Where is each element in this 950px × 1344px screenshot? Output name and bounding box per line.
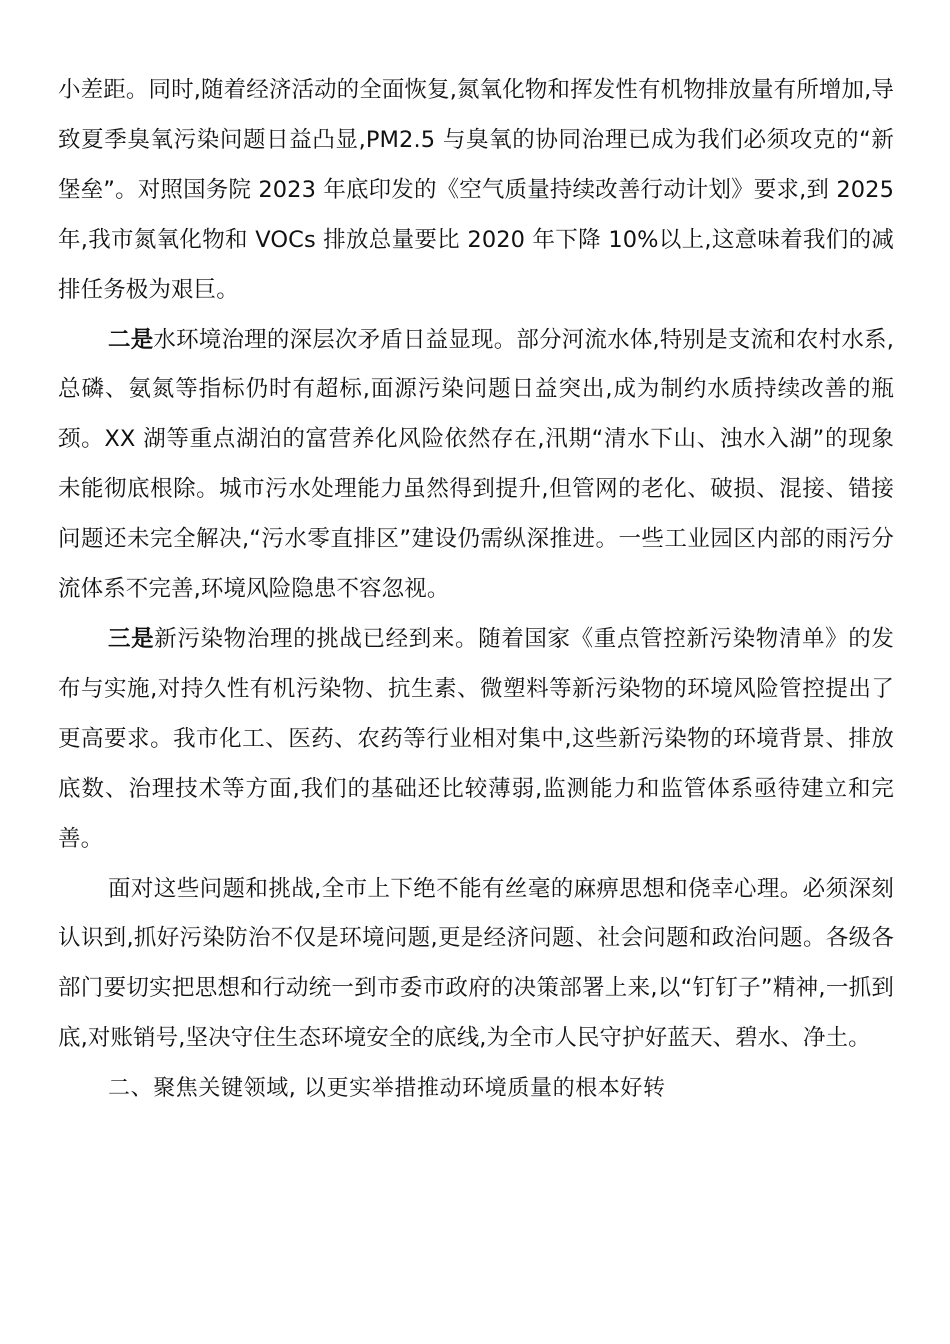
paragraph-lead: 三是 [108, 625, 155, 652]
section-heading [58, 1064, 894, 1114]
paragraph-water-environment [58, 316, 894, 615]
paragraph-text: 新污染物治理的挑战已经到来。随着国家《重点管控新污染物清单》的发布与实施,对持久性有机污染物、抗生素、微塑料等新污染物的环境风险管控提出了更高要求。我市化工、医药、农药等行业相对集中,这些新污染物的环境背景、排放底数、治理技术等方面,我们的基础还比较薄弱,监测能力和监管体系亟待建立和完善。 [58, 625, 895, 852]
paragraph-new-pollutants [58, 615, 894, 865]
paragraph-lead: 二是 [108, 326, 154, 353]
section-heading-text: 二、聚焦关键领域, 以更实举措推动环境质量的根本好转 [108, 1076, 666, 1102]
paragraph-text: 小差距。同时,随着经济活动的全面恢复,氮氧化物和挥发性有机物排放量有所增加,导致夏季臭氧污染问题日益凸显,PM2.5 与臭氧的协同治理已成为我们必须攻克的“新堡垒”。对照国务院 2023 年底印发的《空气质量持续改善行动计划》要求,到 2025 年,我市氮氧化物和 VOCs 排放总量要比 2020 年下降 10%以上,这意味着我们的减排任务极为艰巨。 [58, 77, 894, 303]
paragraph-air-pollution-continued [58, 66, 894, 316]
paragraph-text: 面对这些问题和挑战,全市上下绝不能有丝毫的麻痹思想和侥幸心理。必须深刻认识到,抓好污染防治不仅是环境问题,更是经济问题、社会问题和政治问题。各级各部门要切实把思想和行动统一到市委市政府的决策部署上来,以“钉钉子”精神,一抓到底,对账销号,坚决守住生态环境安全的底线,为全市人民守护好蓝天、碧水、净土。 [58, 875, 894, 1052]
document-page [58, 66, 894, 1114]
paragraph-challenges-response [58, 865, 894, 1065]
paragraph-text: 水环境治理的深层次矛盾日益显现。部分河流水体,特别是支流和农村水系,总磷、氨氮等指标仍时有超标,面源污染问题日益突出,成为制约水质持续改善的瓶颈。XX 湖等重点湖泊的富营养化风险依然存在,汛期“清水下山、浊水入湖”的现象未能彻底根除。城市污水处理能力虽然得到提升,但管网的老化、破损、混接、错接问题还未完全解决,“污水零直排区”建设仍需纵深推进。一些工业园区内部的雨污分流体系不完善,环境风险隐患不容忽视。 [58, 326, 894, 603]
